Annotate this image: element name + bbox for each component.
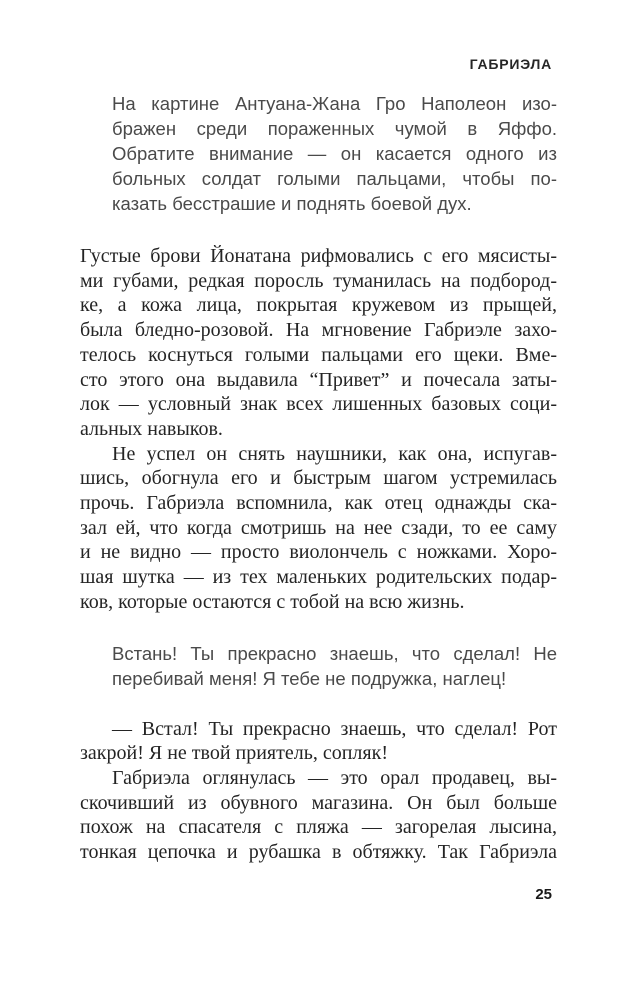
text-line: Не успел он снять наушники, как она, испугав- [112, 442, 557, 465]
paragraph [80, 717, 557, 766]
paragraph [80, 244, 557, 442]
text-line: альных навыков. [80, 417, 223, 440]
text-line: казать бесстрашие и поднять боевой дух. [112, 193, 472, 214]
text-line: — Встал! Ты прекрасно знаешь, что сделал! Рот [112, 717, 557, 740]
text-line: ке, а кожа лица, покрытая кружевом из прыщей, [80, 294, 557, 317]
text-line: Густые брови Йонатана рифмовались с его мясисты- [80, 245, 557, 267]
text-line: прочь. Габриэла вспомнила, как отец однажды ска- [80, 492, 557, 515]
text-line: тонкая цепочка и рубашка в обтяжку. Так Габриэла [80, 841, 557, 864]
text-line: шись, обогнула его и быстрым шагом устремилась [80, 467, 557, 490]
text-line: ков, которые остаются с тобой на всю жизнь. [80, 590, 465, 613]
page-number: 25 [535, 886, 552, 903]
text-line: телось коснуться голыми пальцами его щеки. Вме- [80, 343, 557, 366]
text-line: больных солдат голыми пальцами, чтобы по- [112, 168, 557, 189]
text-line: ми губами, редкая поросль туманилась на подбород- [80, 269, 557, 292]
paragraph [80, 766, 557, 865]
text-line: была бледно-розовой. На мгновение Габриэле захо- [80, 319, 557, 342]
page-body [80, 0, 557, 865]
text-line: зал ей, что когда смотришь на нее сзади, то ее саму [80, 516, 557, 539]
text-line: лок — условный знак всех лишенных базовых соци- [80, 393, 557, 416]
text-line: Обратите внимание — он касается одного из [112, 143, 557, 164]
text-line: На картине Антуана-Жана Гро Наполеон изо- [112, 93, 557, 114]
text-line: перебивай меня! Я тебе не подружка, наглец! [112, 667, 507, 689]
paragraph [80, 442, 557, 615]
quote-block [80, 91, 557, 216]
text-line: сто этого она выдавила “Привет” и почесала заты- [80, 368, 557, 391]
book-title: ГАБРИЭЛА [469, 56, 552, 72]
text-line: Габриэла оглянулась — это орал продавец, вы- [112, 766, 557, 789]
text-line: бражен среди пораженных чумой в Яффо. [112, 118, 557, 139]
text-line: закрой! Я не твой приятель, сопляк! [80, 742, 388, 765]
text-line: похож на спасателя с пляжа — загорелая лысина, [80, 816, 557, 839]
text-line: шая шутка — из тех маленьких родительских подар- [80, 566, 557, 589]
text-line: Встань! Ты прекрасно знаешь, что сделал! Не [112, 642, 557, 664]
text-line: скочивший из обувного магазина. Он был больше [80, 791, 557, 814]
text-line: и не видно — просто виолончель с ножками. Хоро- [80, 541, 557, 564]
quote-block [80, 641, 557, 691]
